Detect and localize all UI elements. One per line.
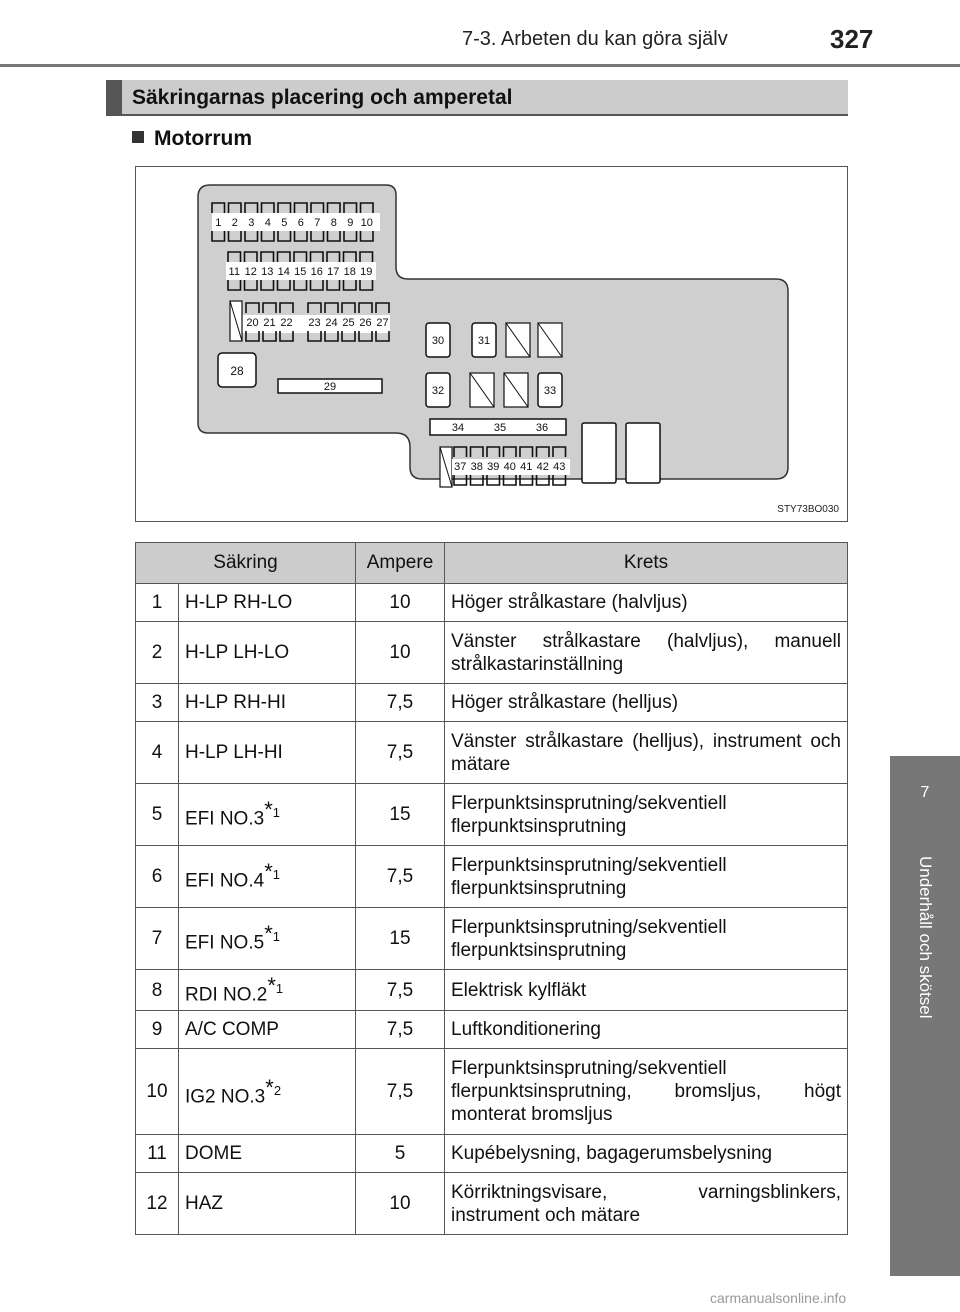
fuse-ampere-text: 15 [389, 928, 411, 949]
fuse-number-text: 2 [151, 642, 163, 663]
fuse-row3a-label: 20 [246, 317, 259, 329]
fuse-circuit-text: Höger strålkastare (helljus) [451, 692, 679, 713]
table-header-row [136, 543, 848, 584]
fuse-row1-label: 10 [360, 217, 373, 229]
fuse-row2-label: 12 [244, 266, 257, 278]
fuse-name-text: H-LP RH-HI [185, 692, 286, 713]
section-title [106, 80, 848, 116]
fuse-ampere-text: 7,5 [386, 979, 414, 1001]
fuse-29-label: 29 [323, 381, 337, 393]
fuse-name [179, 1049, 356, 1135]
fuse-ampere [356, 1049, 445, 1135]
fuse-circuit-text: Luftkonditionering [451, 1019, 601, 1041]
fuse-number-text: 5 [151, 804, 163, 825]
fuse-row1-label: 1 [215, 217, 222, 229]
table-row [136, 722, 848, 784]
fuse-row2-label: 15 [294, 266, 307, 278]
fuse-ampere [356, 684, 445, 722]
fuse-number [136, 846, 179, 908]
chapter-label: Underhåll och skötsel [916, 856, 935, 1019]
fuse-row37-label: 43 [553, 461, 566, 473]
fuse-number [136, 1049, 179, 1135]
fuse-row37-label: 38 [470, 461, 483, 473]
asterisk-icon: * [264, 921, 273, 947]
fuse-row3b-label: 23 [308, 317, 321, 329]
fuse-row37-label: 39 [487, 461, 500, 473]
fuse-circuit-text: Vänster strålkastare (helljus), instrument och mätare [451, 730, 841, 775]
fuse-name [179, 970, 356, 1011]
fuse-circuit [445, 784, 848, 846]
fuse-circuit-text: Elektrisk kylfläkt [451, 979, 587, 1001]
footnote-number: 2 [273, 1082, 282, 1098]
fuse-circuit-text: Flerpunktsinsprutning/sekventiell flerpunktsinsprutning [451, 916, 727, 961]
fuse-number-text: 11 [147, 1143, 167, 1165]
fuse-row1-label: 6 [297, 217, 304, 229]
fuse-circuit [445, 1173, 848, 1235]
table-row [136, 970, 848, 1011]
footnote-marker [264, 921, 280, 947]
fuse-name-text: DOME [185, 1143, 242, 1165]
fuse-ampere-text: 15 [389, 804, 411, 825]
fuse-number-text: 8 [151, 979, 163, 1001]
fuse-number-text: 7 [151, 928, 163, 949]
header-section-title: 7-3. Arbeten du kan göra själv [462, 28, 728, 50]
fuse-ampere-text: 7,5 [386, 742, 414, 763]
fuse-name-text: EFI NO.5 [185, 932, 265, 954]
fuse-name-text: IG2 NO.3 [185, 1085, 266, 1107]
fuse-3x-label: 35 [493, 422, 507, 434]
fuse-number-text: 10 [146, 1081, 168, 1103]
page-number: 327 [830, 24, 874, 54]
fuse-row2-label: 11 [228, 266, 240, 278]
fuse-circuit-text: Höger strålkastare (halvljus) [451, 592, 688, 613]
fuse-number-text: 6 [151, 866, 163, 887]
table-row [136, 584, 848, 622]
fuse-name [179, 622, 356, 684]
square-bullet-icon [132, 131, 144, 143]
fuse-ampere [356, 622, 445, 684]
fuse-number [136, 908, 179, 970]
footnote-marker [265, 1074, 282, 1100]
asterisk-icon: * [265, 1074, 274, 1100]
fuse-row2-label: 16 [310, 266, 323, 278]
fuse-row2-label: 13 [261, 266, 274, 278]
asterisk-icon: * [267, 973, 276, 998]
fuse-circuit [445, 684, 848, 722]
fuse-name [179, 1011, 356, 1049]
fuse-31-label: 31 [477, 335, 491, 347]
table-row [136, 846, 848, 908]
fuse-circuit-text: Kupébelysning, bagagerumsbelysning [451, 1143, 773, 1165]
fuse-name [179, 784, 356, 846]
subheading-text: Motorrum [154, 127, 252, 150]
fuse-ampere-text: 5 [394, 1143, 406, 1165]
fuse-circuit-text: Flerpunktsinsprutning/sekventiell flerpunktsinsprutning [451, 854, 727, 899]
fuse-number-text: 1 [151, 592, 163, 613]
footnote-marker [264, 859, 280, 885]
fuse-ampere-text: 7,5 [386, 692, 414, 713]
fuse-ampere-text: 10 [389, 592, 411, 613]
asterisk-icon: * [264, 859, 273, 885]
fuse-row2-label: 14 [277, 266, 290, 278]
section-title-text: Säkringarnas placering och amperetal [132, 86, 513, 109]
fuse-ampere-text: 7,5 [386, 866, 414, 887]
fuse-box-drawing [136, 167, 849, 523]
fuse-circuit-text: Flerpunktsinsprutning/sekventiell flerpunktsinsprutning, bromsljus, högt monterat bromsljus [451, 1058, 841, 1126]
table-row [136, 1135, 848, 1173]
chapter-tab[interactable] [890, 756, 960, 836]
fuse-row1-label: 7 [314, 217, 321, 229]
fuse-3x-label: 36 [535, 422, 549, 434]
fuse-row2-label: 17 [327, 266, 340, 278]
fuse-row1-label: 9 [347, 217, 354, 229]
fuse-row3b-label: 25 [342, 317, 355, 329]
fuse-3x-label: 34 [451, 422, 465, 434]
table-row [136, 1173, 848, 1235]
fuse-row1-label: 8 [330, 217, 337, 229]
fuse-circuit-text: Flerpunktsinsprutning/sekventiell flerpunktsinsprutning [451, 792, 727, 837]
fuse-number-text: 4 [151, 742, 163, 763]
table-row [136, 622, 848, 684]
relay-large [582, 423, 616, 483]
chapter-band [890, 836, 960, 1276]
fuse-circuit [445, 908, 848, 970]
fuse-ampere [356, 722, 445, 784]
fuse-row37-label: 40 [503, 461, 516, 473]
fuse-number [136, 1173, 179, 1235]
footnote-marker [267, 973, 284, 998]
table-row [136, 784, 848, 846]
fuse-32-label: 32 [431, 385, 445, 397]
fuse-name-text: H-LP LH-HI [185, 742, 283, 763]
diagram-code: STY73BO030 [777, 504, 839, 515]
fuse-30-label: 30 [431, 335, 445, 347]
chapter-number: 7 [920, 784, 930, 801]
fuse-name-text: RDI NO.2 [185, 984, 268, 1006]
fuse-circuit [445, 622, 848, 684]
fuse-row1-label: 2 [231, 217, 238, 229]
fuse-name [179, 1173, 356, 1235]
fuse-row1-label: 3 [248, 217, 255, 229]
fuse-number [136, 970, 179, 1011]
fuse-28-label: 28 [230, 364, 244, 378]
fuse-name [179, 722, 356, 784]
fuse-row3a-label: 21 [263, 317, 276, 329]
fuse-circuit-text: Körriktningsvisare, varningsblinkers, instrument och mätare [451, 1181, 841, 1226]
fuse-ampere-text: 7,5 [386, 1081, 414, 1103]
table-row [136, 908, 848, 970]
col-header-fuse: Säkring [136, 543, 356, 584]
fuse-ampere [356, 1173, 445, 1235]
fuse-table [135, 542, 848, 1235]
asterisk-icon: * [264, 797, 273, 823]
section-title-bar [106, 80, 122, 114]
fuse-row3a-label: 22 [280, 317, 293, 329]
col-header-ampere: Ampere [356, 543, 445, 584]
fuse-circuit [445, 846, 848, 908]
fuse-row1-label: 4 [264, 217, 271, 229]
fuse-ampere [356, 846, 445, 908]
footnote-marker [264, 797, 280, 823]
footnote-number: 1 [272, 805, 280, 821]
fuse-row3b-label: 24 [325, 317, 338, 329]
fuse-number-text: 9 [151, 1019, 163, 1041]
fuse-ampere-text: 10 [389, 1193, 411, 1215]
fuse-row2-label: 19 [360, 266, 373, 278]
fuse-ampere-text: 7,5 [386, 1019, 414, 1041]
fuse-circuit-text: Vänster strålkastare (halvljus), manuell strålkastarinställning [451, 630, 841, 675]
fuse-table-body [136, 584, 848, 1235]
fuse-name [179, 1135, 356, 1173]
header-rule [0, 64, 960, 67]
fuse-circuit [445, 1011, 848, 1049]
fuse-ampere [356, 1011, 445, 1049]
table-row [136, 684, 848, 722]
fuse-row37-label: 42 [536, 461, 549, 473]
fuse-name [179, 846, 356, 908]
table-row [136, 1011, 848, 1049]
fuse-ampere-text: 10 [389, 642, 411, 663]
fuse-ampere [356, 908, 445, 970]
fuse-ampere [356, 784, 445, 846]
fuse-circuit [445, 1135, 848, 1173]
fuse-number [136, 1011, 179, 1049]
fuse-name [179, 908, 356, 970]
fuse-row3b-label: 26 [359, 317, 372, 329]
fuse-number [136, 684, 179, 722]
fuse-row37-label: 37 [454, 461, 467, 473]
fuse-box-diagram [135, 166, 848, 522]
fuse-name-text: EFI NO.4 [185, 870, 265, 892]
fuse-ampere [356, 970, 445, 1011]
fuse-number [136, 622, 179, 684]
fuse-number [136, 784, 179, 846]
footnote-number: 1 [272, 929, 280, 945]
fuse-name-text: H-LP LH-LO [185, 642, 290, 663]
page-header [0, 0, 960, 60]
fuse-number-text: 3 [151, 692, 163, 713]
fuse-name-text: HAZ [185, 1193, 223, 1215]
subheading [132, 127, 252, 151]
fuse-number [136, 1135, 179, 1173]
fuse-number-text: 12 [146, 1193, 168, 1215]
relay-large [626, 423, 660, 483]
fuse-name-text: EFI NO.3 [185, 808, 265, 830]
col-header-circuit: Krets [445, 543, 848, 584]
fuse-name [179, 684, 356, 722]
fuse-row2-label: 18 [343, 266, 356, 278]
fuse-row37-label: 41 [520, 461, 533, 473]
fuse-circuit [445, 584, 848, 622]
fuse-33-label: 33 [543, 385, 557, 397]
fuse-circuit [445, 970, 848, 1011]
fuse-circuit [445, 1049, 848, 1135]
fuse-name-text: H-LP RH-LO [185, 592, 293, 613]
fuse-row3b-label: 27 [376, 317, 389, 329]
fuse-name-text: A/C COMP [185, 1019, 279, 1041]
fuse-ampere [356, 1135, 445, 1173]
fuse-circuit [445, 722, 848, 784]
fuse-number [136, 722, 179, 784]
table-row [136, 1049, 848, 1135]
footnote-number: 1 [272, 867, 280, 883]
fuse-number [136, 584, 179, 622]
fuse-name [179, 584, 356, 622]
fuse-row1-label: 5 [281, 217, 288, 229]
fuse-ampere [356, 584, 445, 622]
watermark: carmanualsonline.info [710, 1290, 847, 1306]
footnote-number: 1 [275, 981, 284, 996]
